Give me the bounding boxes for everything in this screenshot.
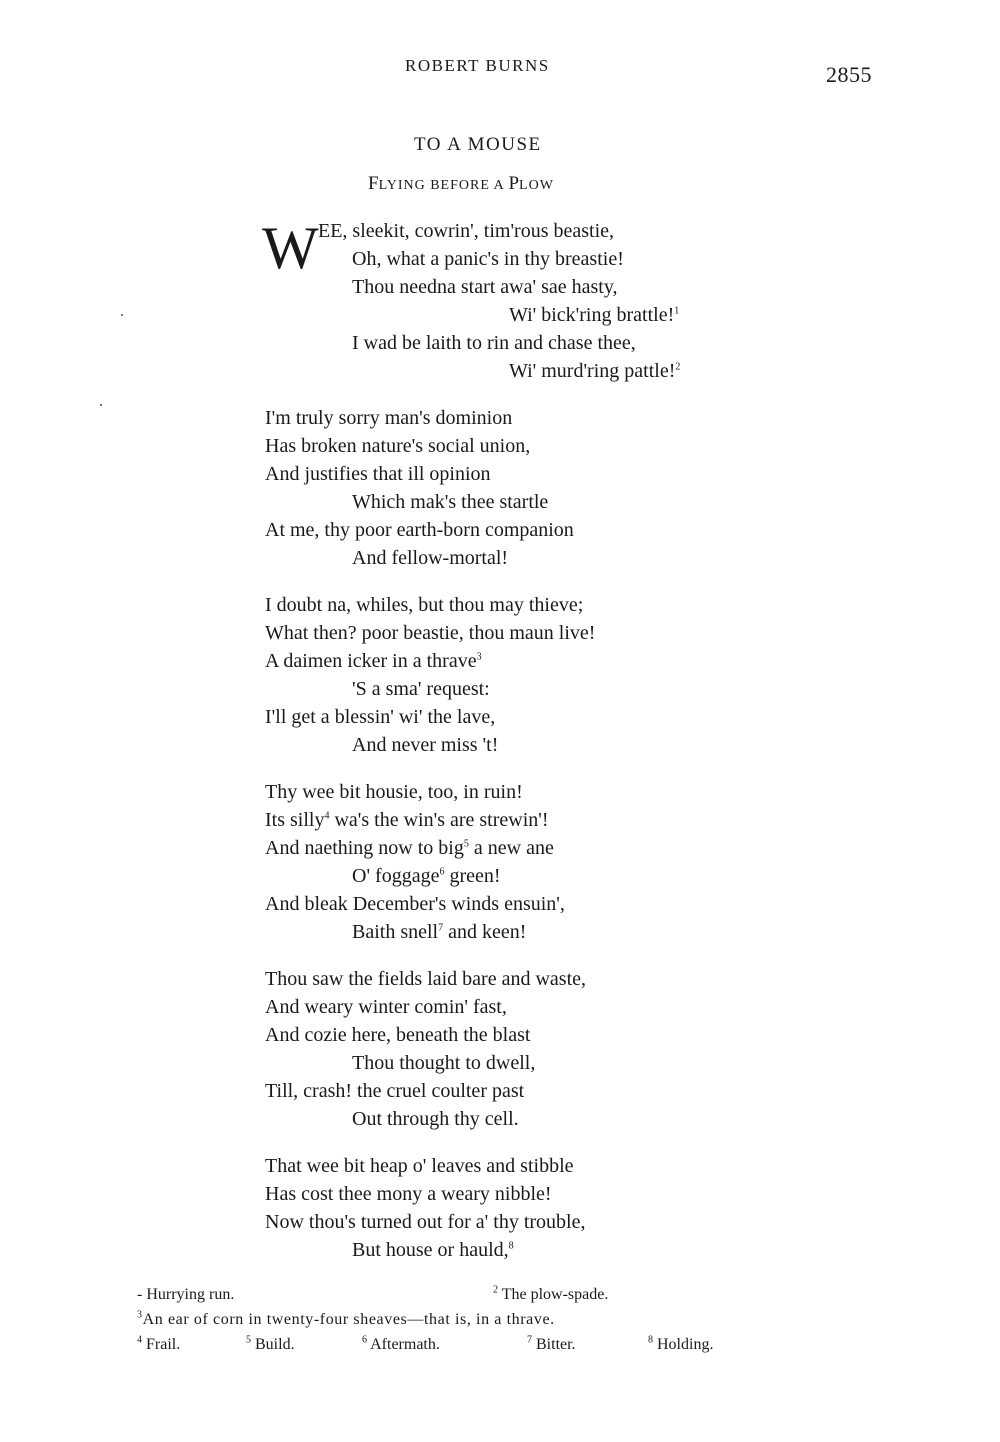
poem-line: Which mak's thee startle	[352, 491, 549, 513]
poem-line: Thou thought to dwell,	[352, 1052, 536, 1074]
footnote	[137, 1335, 180, 1355]
poem-line: I wad be laith to rin and chase thee,	[352, 332, 636, 354]
footnote-ref: 4	[324, 810, 330, 822]
poem-line: EE, sleekit, cowrin', tim'rous beastie,	[318, 220, 615, 242]
footnote-marker: 3	[137, 1309, 143, 1321]
footnote	[137, 1310, 555, 1330]
poem-line: And weary winter comin' fast,	[265, 996, 507, 1018]
footnote-text: Bitter.	[536, 1336, 576, 1353]
poem-line-text: wa's the win's are strewin'!	[334, 809, 549, 831]
footnote-ref: 2	[675, 361, 681, 373]
poem-line: I'll get a blessin' wi' the lave,	[265, 706, 496, 728]
poem-line-text: green!	[449, 865, 501, 887]
footnote	[246, 1335, 295, 1355]
poem-line-text: And naething now to big	[265, 837, 464, 859]
footnote	[137, 1285, 234, 1305]
page-number: 2855	[826, 62, 872, 87]
poem-line: Oh, what a panic's in thy breastie!	[352, 248, 624, 270]
poem-line-text: Its silly	[265, 809, 325, 831]
poem-line	[352, 1238, 514, 1262]
footnote-ref: 3	[476, 651, 482, 663]
footnote-marker: 5	[246, 1334, 251, 1346]
poem-line	[509, 303, 679, 327]
poem-title: TO A MOUSE	[414, 134, 542, 155]
footnote-ref: 6	[439, 866, 445, 878]
poem-line-text: Baith snell	[352, 921, 439, 943]
footnote-text: Frail.	[146, 1336, 181, 1353]
footnote-text: Hurrying run.	[146, 1286, 235, 1303]
poem-line: Has broken nature's social union,	[265, 435, 531, 457]
poem-line: Till, crash! the cruel coulter past	[265, 1080, 525, 1102]
running-head: ROBERT BURNS	[405, 56, 550, 75]
footnote-marker: 6	[362, 1334, 367, 1346]
margin-mark	[100, 404, 102, 406]
footnote-text: Holding.	[657, 1336, 714, 1353]
poem-line: And fellow-mortal!	[352, 547, 509, 569]
poem-line: Out through thy cell.	[352, 1108, 519, 1130]
poem-line	[265, 836, 554, 860]
poem-line: Now thou's turned out for a' thy trouble,	[265, 1211, 586, 1233]
subtitle-small-caps: LOW	[519, 178, 554, 193]
footnote	[362, 1335, 440, 1355]
poem-line: And cozie here, beneath the blast	[265, 1024, 531, 1046]
drop-cap: W	[262, 215, 319, 281]
footnote-ref: 8	[508, 1240, 514, 1252]
poem-line: I doubt na, whiles, but thou may thieve;	[265, 594, 584, 616]
poem-subtitle	[368, 173, 554, 195]
poem-line	[509, 359, 680, 383]
footnote-ref: 1	[674, 305, 680, 317]
footnote-marker: 4	[137, 1334, 142, 1346]
poem-line: What then? poor beastie, thou maun live!	[265, 622, 596, 644]
footnote	[648, 1335, 713, 1355]
poem-line: 'S a sma' request:	[352, 678, 490, 700]
poem-line	[352, 920, 526, 944]
footnote-marker: -	[137, 1286, 143, 1303]
footnote-marker: 7	[527, 1334, 532, 1346]
poem-line-text: Wi' bick'ring brattle!	[509, 304, 675, 326]
poem-line-text: and keen!	[448, 921, 527, 943]
footnote-text: Build.	[255, 1336, 295, 1353]
subtitle-cap: P	[508, 173, 520, 194]
footnote	[493, 1285, 608, 1305]
poem-line: I'm truly sorry man's dominion	[265, 407, 513, 429]
poem-line: That wee bit heap o' leaves and stibble	[265, 1155, 574, 1177]
poem-line: And bleak December's winds ensuin',	[265, 893, 565, 915]
footnote-ref: 5	[463, 838, 469, 850]
poem-line-text: A daimen icker in a thrave	[265, 650, 477, 672]
poem-line: And justifies that ill opinion	[265, 463, 491, 485]
poem-line	[265, 808, 549, 832]
subtitle-cap: F	[368, 173, 379, 194]
poem-line	[265, 649, 482, 673]
subtitle-small-caps: LYING BEFORE A	[378, 178, 509, 193]
poem-line: Thou needna start awa' sae hasty,	[352, 276, 618, 298]
poem-line: Thy wee bit housie, too, in ruin!	[265, 781, 523, 803]
poem-line: Thou saw the fields laid bare and waste,	[265, 968, 587, 990]
margin-mark	[121, 314, 123, 316]
footnote-marker: 2	[493, 1284, 498, 1296]
footnote-text: Aftermath.	[370, 1336, 440, 1353]
poem-line	[352, 864, 501, 888]
poem-line-text: Wi' murd'ring pattle!	[509, 360, 676, 382]
poem-line: At me, thy poor earth-born companion	[265, 519, 574, 541]
footnote-ref: 7	[438, 922, 444, 934]
footnote-text: The plow-spade.	[501, 1286, 609, 1303]
footnote	[527, 1335, 576, 1355]
poem-line: Has cost thee mony a weary nibble!	[265, 1183, 552, 1205]
poem-line-text: a new ane	[473, 837, 554, 859]
poem-line-text: But house or hauld,	[352, 1239, 509, 1261]
footnote-marker: 8	[648, 1334, 653, 1346]
poem-line: And never miss 't!	[352, 734, 499, 756]
poem-line-text: O' foggage	[352, 865, 440, 887]
footnote-text: An ear of corn in twenty-four sheaves—that is, in a thrave.	[142, 1311, 555, 1328]
